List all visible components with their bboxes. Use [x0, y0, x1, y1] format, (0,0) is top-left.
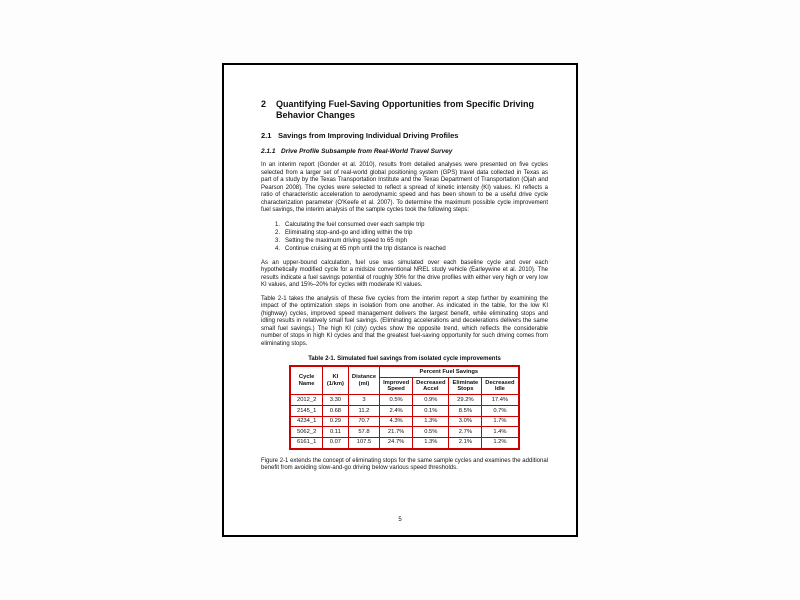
page-number: 5: [398, 517, 402, 523]
section-number: 2: [261, 99, 267, 109]
page-content: [261, 99, 548, 479]
fuel-savings-table: [289, 365, 519, 449]
table-row: [290, 427, 518, 438]
table-cell: 17.4%: [482, 395, 519, 406]
table-cell: 21.7%: [380, 427, 413, 438]
header-cycle-name: Cycle Name: [290, 366, 322, 394]
table-head: [290, 366, 518, 394]
table-row: [290, 416, 518, 427]
header-eliminate-stops: Eliminate Stops: [449, 378, 482, 395]
table-cell: 1.2%: [482, 437, 519, 448]
table-caption: Table 2-1. Simulated fuel savings from isolated cycle improvements: [308, 356, 501, 363]
table-row: [290, 406, 518, 417]
table-cell: 3: [348, 395, 379, 406]
table-cell: 1.3%: [413, 437, 449, 448]
analysis-steps-list: [275, 221, 548, 253]
subsubsection-number: 2.1.1: [261, 147, 276, 155]
table-cell: 70.7: [348, 416, 379, 427]
table-cell: 11.2: [348, 406, 379, 417]
subsubsection-heading: [261, 148, 548, 156]
table-cell: 5062_2: [290, 427, 322, 438]
paragraph-intro: In an interim report (Gonder et al. 2010), results from detailed analyses were presented on five cycles selected from a larger set of real-world global positioning system (GPS) travel data collected in Texas as part of a study by the Texas Transportation Institute and the Texas Department of Transportation (Ojah and Pearson 2008). The cycles were selected to reflect a spread of kinetic intensity (KI) values. KI reflects a ratio of characteristic acceleration to aerodynamic speed and has been shown to be a useful drive cycle characterization parameter (O'Keefe et al. 2007). To determine the maximum possible cycle improvement fuel savings, the interim analysis of the sample cycles took the following steps:: [261, 162, 548, 214]
table-cell: 4234_1: [290, 416, 322, 427]
list-item-text: Eliminating stop-and-go and idling within the trip: [285, 229, 413, 236]
table-cell: 8.5%: [449, 406, 482, 417]
list-item: [275, 245, 548, 253]
list-item-number: 4.: [275, 245, 281, 252]
table-cell: 0.1%: [413, 406, 449, 417]
subsection-title: Savings from Improving Individual Driving Profiles: [278, 130, 459, 140]
table-cell: 29.2%: [449, 395, 482, 406]
table-cell: 6161_1: [290, 437, 322, 448]
table-cell: 4.3%: [380, 416, 413, 427]
subsubsection-title: Drive Profile Subsample from Real-World Travel Survey: [281, 147, 453, 155]
header-ki: KI (1/km): [322, 366, 348, 394]
table-cell: 0.5%: [380, 395, 413, 406]
header-decreased-idle: Decreased Idle: [482, 378, 519, 395]
table-cell: 0.68: [322, 406, 348, 417]
table-cell: 0.29: [322, 416, 348, 427]
table-cell: 2145_1: [290, 406, 322, 417]
list-item: [275, 229, 548, 237]
list-item-number: 1.: [275, 221, 281, 228]
paragraph-figure-reference: Figure 2-1 extends the concept of eliminating stops for the same sample cycles and examines the additional benefit from avoiding slow-and-go driving below various speed thresholds.: [261, 457, 548, 472]
list-item-number: 3.: [275, 237, 281, 244]
section-title: Quantifying Fuel-Saving Opportunities from Specific Driving Behavior Changes: [276, 99, 535, 120]
table-cell: 57.8: [348, 427, 379, 438]
table-cell: 2.7%: [449, 427, 482, 438]
report-page: [222, 63, 578, 537]
table-cell: 1.7%: [482, 416, 519, 427]
header-percent-fuel-savings: Percent Fuel Savings: [380, 366, 519, 377]
list-item-text: Continue cruising at 65 mph until the trip distance is reached: [285, 245, 446, 252]
subsection-number: 2.1: [261, 130, 272, 140]
table-cell: 0.7%: [482, 406, 519, 417]
header-decreased-accel: Decreased Accel: [413, 378, 449, 395]
list-item: [275, 221, 548, 229]
table-cell: 1.4%: [482, 427, 519, 438]
table-header-row: [290, 366, 518, 377]
table-cell: 0.11: [322, 427, 348, 438]
table-row: [290, 395, 518, 406]
table-cell: 2.4%: [380, 406, 413, 417]
table-cell: 3.0%: [449, 416, 482, 427]
table-cell: 0.07: [322, 437, 348, 448]
table-row: [290, 437, 518, 448]
section-heading: [261, 99, 548, 121]
subsection-heading: [261, 131, 548, 140]
list-item-text: Setting the maximum driving speed to 65 mph: [285, 237, 408, 244]
table-body: [290, 395, 518, 449]
list-item: [275, 237, 548, 245]
table-cell: 0.5%: [413, 427, 449, 438]
list-item-text: Calculating the fuel consumed over each sample trip: [285, 221, 425, 228]
table-cell: 107.5: [348, 437, 379, 448]
table-cell: 3.30: [322, 395, 348, 406]
paragraph-table-discussion: Table 2-1 takes the analysis of these five cycles from the interim report a step further by examining the impact of the optimization steps in isolation from one another. As indicated in the table, for the low KI (highway) cycles, improved speed management delivers the largest benefit, while eliminating stops and idling results in relatively small fuel savings. (Eliminating accelerations and decelerations delivers the same small fuel savings.) The high KI (city) cycles show the opposite trend, which reflects the considerable number of stops in high KI cycles and that the greatest fuel-saving opportunity for such driving comes from eliminating stops.: [261, 295, 548, 347]
table-cell: 2.1%: [449, 437, 482, 448]
table-cell: 1.3%: [413, 416, 449, 427]
table-cell: 24.7%: [380, 437, 413, 448]
header-improved-speed: Improved Speed: [380, 378, 413, 395]
paragraph-results: As an upper-bound calculation, fuel use was simulated over each baseline cycle and over each hypothetically modified cycle for a midsize conventional NREL study vehicle (Earleywine et al. 2010). The results indicate a fuel savings potential of roughly 30% for the drive profiles with either very high or very low KI values, and 15%–20% for cycles with moderate KI values.: [261, 259, 548, 289]
list-item-number: 2.: [275, 229, 281, 236]
header-distance: Distance (mi): [348, 366, 379, 394]
table-cell: 2012_2: [290, 395, 322, 406]
table-cell: 0.9%: [413, 395, 449, 406]
